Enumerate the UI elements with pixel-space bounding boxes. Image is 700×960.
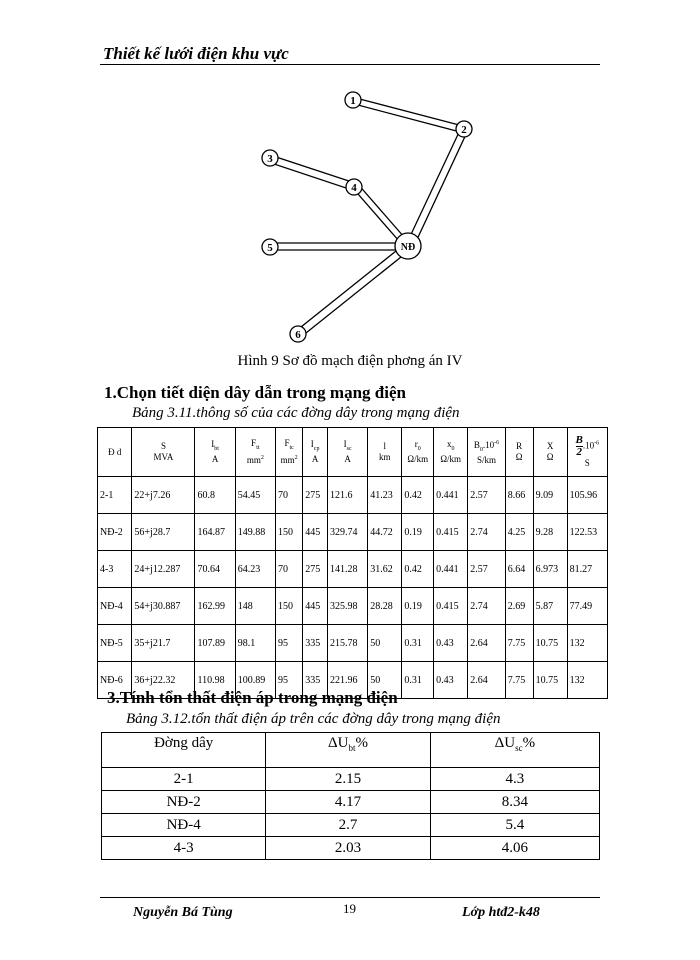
line-5-nd <box>270 243 408 250</box>
table-cell: 5.4 <box>430 814 599 837</box>
table-cell: 24+j12.287 <box>132 551 195 588</box>
table-cell: 0.42 <box>402 551 434 588</box>
table-cell: 6.64 <box>505 551 533 588</box>
table-cell: 60.8 <box>195 477 235 514</box>
table-cell: 7.75 <box>505 662 533 699</box>
table-cell: NĐ-5 <box>98 625 132 662</box>
table-cell: 0.441 <box>434 551 468 588</box>
header-icp: $I_{cp}$ A <box>303 428 328 477</box>
table-cell: 335 <box>303 662 328 699</box>
table-cell: 0.31 <box>402 662 434 699</box>
circuit-diagram <box>0 0 700 380</box>
table-cell: 9.28 <box>533 514 567 551</box>
table-cell: 7.75 <box>505 625 533 662</box>
node-4-label: 4 <box>351 182 357 194</box>
table-cell: 0.415 <box>434 514 468 551</box>
table-cell: 4.3 <box>430 768 599 791</box>
table-cell: 275 <box>303 551 328 588</box>
table-cell: 0.19 <box>402 514 434 551</box>
table-cell: 149.88 <box>235 514 275 551</box>
table-cell: 148 <box>235 588 275 625</box>
voltage-loss-table <box>101 732 600 860</box>
table-cell: 2.69 <box>505 588 533 625</box>
node-1-label: 1 <box>350 95 356 107</box>
table-cell: 6.973 <box>533 551 567 588</box>
header-ftc: $F_{tc}$ $mm^2$ <box>275 428 302 477</box>
table-cell: 4-3 <box>102 837 266 860</box>
node-4 <box>346 179 362 195</box>
table-cell: 95 <box>275 625 302 662</box>
table-cell: 445 <box>303 514 328 551</box>
figure-caption: Hình 9 Sơ đồ mạch điện phơng án IV <box>237 353 463 369</box>
table-cell: 9.09 <box>533 477 567 514</box>
table-cell: 5.87 <box>533 588 567 625</box>
table-cell: 54+j30.887 <box>132 588 195 625</box>
table-cell: 4.25 <box>505 514 533 551</box>
table-cell: 100.89 <box>235 662 275 699</box>
table-cell: 22+j7.26 <box>132 477 195 514</box>
header-s: S MVA <box>132 428 195 477</box>
table-cell: 110.98 <box>195 662 235 699</box>
node-3-label: 3 <box>267 153 273 165</box>
line-2-nd <box>406 128 468 248</box>
table-cell: 2.57 <box>468 551 505 588</box>
table-cell: 215.78 <box>328 625 368 662</box>
table-row <box>98 551 608 588</box>
table-cell: 329.74 <box>328 514 368 551</box>
node-5-label: 5 <box>267 242 273 254</box>
line-3-4 <box>268 155 355 190</box>
table-cell: 54.45 <box>235 477 275 514</box>
table-cell: 10.75 <box>533 662 567 699</box>
table-cell: 70 <box>275 477 302 514</box>
table-cell: 8.66 <box>505 477 533 514</box>
page-number: 19 <box>343 901 356 916</box>
node-6 <box>290 326 306 342</box>
table-row <box>102 791 600 814</box>
table-cell: 4.17 <box>266 791 430 814</box>
node-nd-label: NĐ <box>400 242 416 253</box>
table-cell: 70.64 <box>195 551 235 588</box>
table-cell: 10.75 <box>533 625 567 662</box>
table-cell: 2.74 <box>468 514 505 551</box>
table-cell: 150 <box>275 514 302 551</box>
table-cell: NĐ-4 <box>102 814 266 837</box>
header-line-name: Đờng dây <box>102 733 266 768</box>
table-row <box>98 514 608 551</box>
table-cell: NĐ-4 <box>98 588 132 625</box>
table-cell: 0.441 <box>434 477 468 514</box>
table-cell: 64.23 <box>235 551 275 588</box>
table-cell: 2.57 <box>468 477 505 514</box>
table-cell: 0.42 <box>402 477 434 514</box>
table-row <box>98 588 608 625</box>
table-row <box>98 477 608 514</box>
table-cell: 132 <box>567 662 607 699</box>
table-cell: 31.62 <box>368 551 402 588</box>
table-cell: 2.15 <box>266 768 430 791</box>
table-cell: 28.28 <box>368 588 402 625</box>
line-parameters-table <box>97 427 608 699</box>
node-2 <box>456 121 472 137</box>
line-1-2 <box>352 97 464 133</box>
table-cell: 50 <box>368 625 402 662</box>
table-cell: 335 <box>303 625 328 662</box>
node-6-label: 6 <box>295 329 301 341</box>
table-cell: 0.43 <box>434 662 468 699</box>
table-cell: 2-1 <box>98 477 132 514</box>
header-b0: $B_0.10^{-6}$ S/km <box>468 428 505 477</box>
table-cell: 0.19 <box>402 588 434 625</box>
table-header-row <box>102 733 600 768</box>
table-cell: NĐ-2 <box>98 514 132 551</box>
table-row <box>98 625 608 662</box>
table-cell: 2.7 <box>266 814 430 837</box>
table-cell: 221.96 <box>328 662 368 699</box>
node-2-label: 2 <box>461 124 467 136</box>
table-cell: 107.89 <box>195 625 235 662</box>
table-cell: 325.98 <box>328 588 368 625</box>
table-cell: 36+j22.32 <box>132 662 195 699</box>
table-cell: 56+j28.7 <box>132 514 195 551</box>
table-cell: 2.74 <box>468 588 505 625</box>
table-cell: 50 <box>368 662 402 699</box>
table-cell: 0.415 <box>434 588 468 625</box>
section-1-heading: 1.Chọn tiết diện dây dẫn trong mạng điện <box>104 383 406 402</box>
table-cell: 81.27 <box>567 551 607 588</box>
table-3-11-caption: Bảng 3.11.thông số của các đờng dây trong mạng điện <box>132 405 460 421</box>
node-5 <box>262 239 278 255</box>
table-cell: 141.28 <box>328 551 368 588</box>
table-cell: 35+j21.7 <box>132 625 195 662</box>
table-row <box>102 814 600 837</box>
header-r: R Ω <box>505 428 533 477</box>
table-cell: 2.64 <box>468 625 505 662</box>
table-cell: 70 <box>275 551 302 588</box>
table-cell: 2.03 <box>266 837 430 860</box>
table-cell: 95 <box>275 662 302 699</box>
header-length: l km <box>368 428 402 477</box>
table-cell: 162.99 <box>195 588 235 625</box>
table-cell: NĐ-6 <box>98 662 132 699</box>
table-cell: 4.06 <box>430 837 599 860</box>
table-cell: 445 <box>303 588 328 625</box>
header-x0: $x_0$ Ω/km <box>434 428 468 477</box>
table-cell: 98.1 <box>235 625 275 662</box>
table-header-row <box>98 428 608 477</box>
table-cell: 2-1 <box>102 768 266 791</box>
footer-rule <box>100 897 600 898</box>
header-line: Đ d <box>98 428 132 477</box>
table-cell: 275 <box>303 477 328 514</box>
header-ibt: $I_{bt}$ A <box>195 428 235 477</box>
table-cell: 4-3 <box>98 551 132 588</box>
node-nd <box>395 233 421 259</box>
header-b-half: $\frac{B}{2}.10^{-6}$ S <box>567 428 607 477</box>
table-cell: NĐ-2 <box>102 791 266 814</box>
table-cell: 132 <box>567 625 607 662</box>
table-cell: 0.31 <box>402 625 434 662</box>
header-du-sc: $\Delta U_{sc}\%$ <box>430 733 599 768</box>
table-cell: 150 <box>275 588 302 625</box>
table-cell: 164.87 <box>195 514 235 551</box>
table-cell: 8.34 <box>430 791 599 814</box>
header-du-bt: $\Delta U_{bt}\%$ <box>266 733 430 768</box>
table-cell: 0.43 <box>434 625 468 662</box>
node-1 <box>345 92 361 108</box>
header-x: X Ω <box>533 428 567 477</box>
table-cell: 105.96 <box>567 477 607 514</box>
table-cell: 122.53 <box>567 514 607 551</box>
table-cell: 44.72 <box>368 514 402 551</box>
table-cell: 77.49 <box>567 588 607 625</box>
header-isc: $I_{sc}$ A <box>328 428 368 477</box>
table-row <box>102 768 600 791</box>
table-cell: 121.6 <box>328 477 368 514</box>
header-ftt: $F_{tt}$ $mm^2$ <box>235 428 275 477</box>
table-row <box>102 837 600 860</box>
header-r0: $r_0$ Ω/km <box>402 428 434 477</box>
page-header-title: Thiết kế lưới điện khu vực <box>103 44 289 63</box>
table-cell: 41.23 <box>368 477 402 514</box>
table-cell: 2.64 <box>468 662 505 699</box>
section-3-heading: 3.Tính tổn thất điện áp trong mạng điện <box>107 688 398 707</box>
node-3 <box>262 150 278 166</box>
line-6-nd <box>296 243 411 337</box>
table-3-12-caption: Bảng 3.12.tổn thất điện áp trên các đờng dây trong mạng điện <box>126 711 501 727</box>
footer-class: Lớp htđ2-k48 <box>462 905 540 920</box>
footer-author: Nguyễn Bá Tùng <box>133 905 233 920</box>
